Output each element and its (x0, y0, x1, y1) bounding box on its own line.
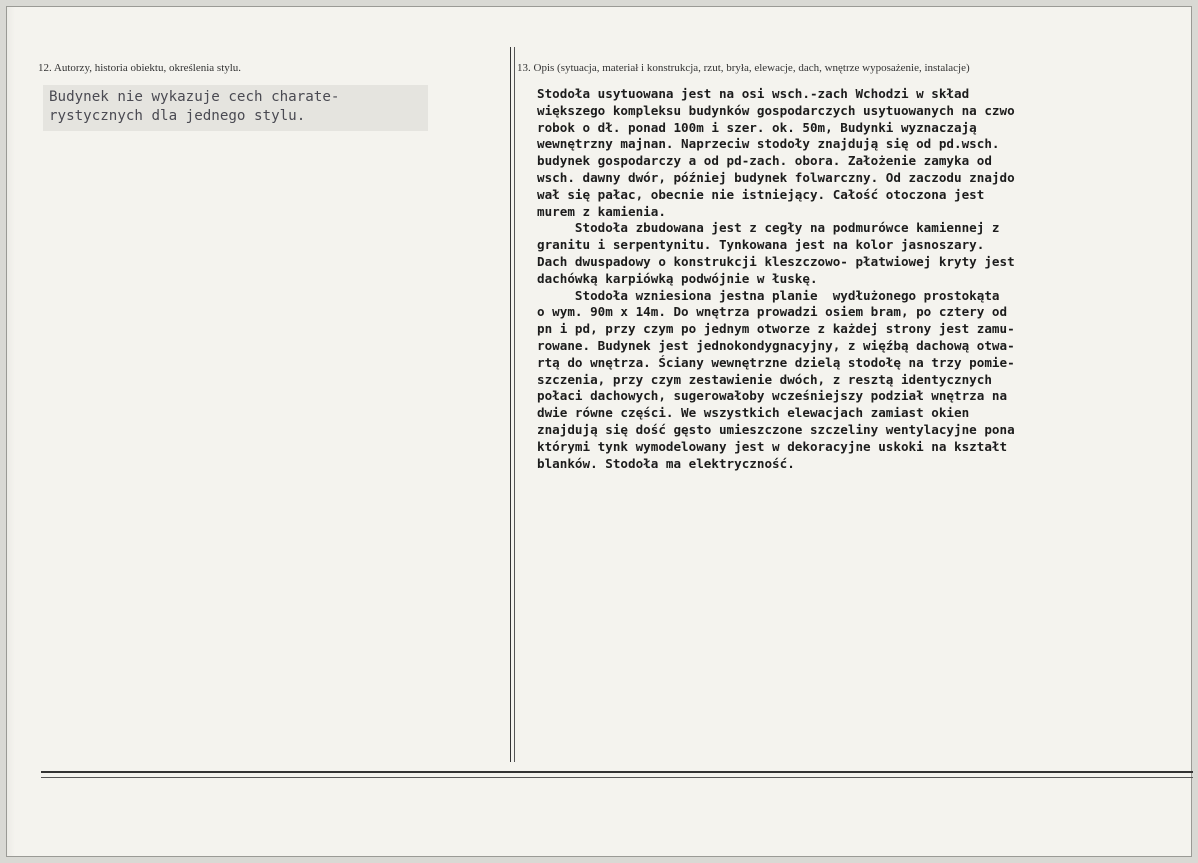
typed-line: dachówką karpiówką podwójnie w łuskę. (537, 270, 818, 286)
bottom-rule-secondary (41, 777, 1193, 778)
typed-line: pn i pd, przy czym po jednym otworze z każdej strony jest zamu- (537, 321, 1015, 337)
typed-line: wał się pałac, obecnie nie istniejący. Całość otoczona jest (537, 186, 985, 202)
typed-line: rtą do wnętrza. Ściany wewnętrzne dzielą stodołę na trzy pomie- (537, 354, 1015, 370)
typed-line: szczenia, przy czym zestawienie dwóch, z resztą identycznych (537, 371, 992, 387)
typed-line: większego kompleksu budynków gospodarczych usytuowanych na czwo (537, 102, 1015, 118)
typed-line: znajdują się dość gęsto umieszczone szczeliny wentylacyjne pona (537, 421, 1015, 437)
typed-line: Stodoła usytuowana jest na osi wsch.-zach Wchodzi w skład (537, 86, 970, 101)
typed-line: budynek gospodarczy a od pd-zach. obora. Założenie zamyka od (537, 153, 992, 169)
typed-line: wsch. dawny dwór, później budynek folwarczny. Od zaczodu znajdo (537, 169, 1015, 185)
card-edge (7, 7, 15, 856)
record-card (6, 6, 1192, 857)
typed-line: murem z kamienia. (537, 203, 666, 219)
section-12-text (49, 88, 339, 126)
typed-line: Stodoła wzniesiona jestna planie wydłużonego prostokąta (537, 287, 1000, 303)
typed-line: połaci dachowych, sugerowałoby wcześniejszy podział wnętrza na (537, 388, 1008, 404)
typed-line: robok o dł. ponad 100m i szer. ok. 50m, Budynki wyznaczają (537, 119, 977, 135)
typed-line: Budynek nie wykazuje cech charate- (49, 89, 340, 105)
section-13-label: 13. Opis (sytuacja, materiał i konstrukcja, rzut, bryła, elewacje, dach, wnętrze wyposażenie, instalacje) (517, 62, 970, 74)
typed-line: Dach dwuspadowy o konstrukcji kleszczowo- płatwiowej kryty jest (537, 253, 1015, 269)
column-divider-secondary (514, 47, 515, 762)
typed-line: o wym. 90m x 14m. Do wnętrza prowadzi osiem bram, po cztery od (537, 304, 1008, 320)
section-13-text (537, 86, 1015, 472)
typed-line: rystycznych dla jednego stylu. (49, 108, 306, 124)
typed-line: którymi tynk wymodelowany jest w dekoracyjne uskoki na kształt (537, 438, 1008, 454)
typed-line: Stodoła zbudowana jest z cegły na podmurówce kamiennej z (537, 220, 1000, 236)
typed-line: blanków. Stodoła ma elektryczność. (537, 455, 795, 471)
section-12-label: 12. Autorzy, historia obiektu, określenia stylu. (38, 62, 242, 74)
bottom-rule (41, 771, 1193, 773)
typed-line: dwie równe części. We wszystkich elewacjach zamiast okien (537, 405, 970, 421)
typed-line: wewnętrzny majnan. Naprzeciw stodoły znajdują się od pd.wsch. (537, 136, 1000, 152)
column-divider (510, 47, 511, 762)
typed-line: rowane. Budynek jest jednokondygnacyjny, z więźbą dachową otwa- (537, 337, 1015, 353)
typed-line: granitu i serpentynitu. Tynkowana jest na kolor jasnoszary. (537, 237, 985, 253)
